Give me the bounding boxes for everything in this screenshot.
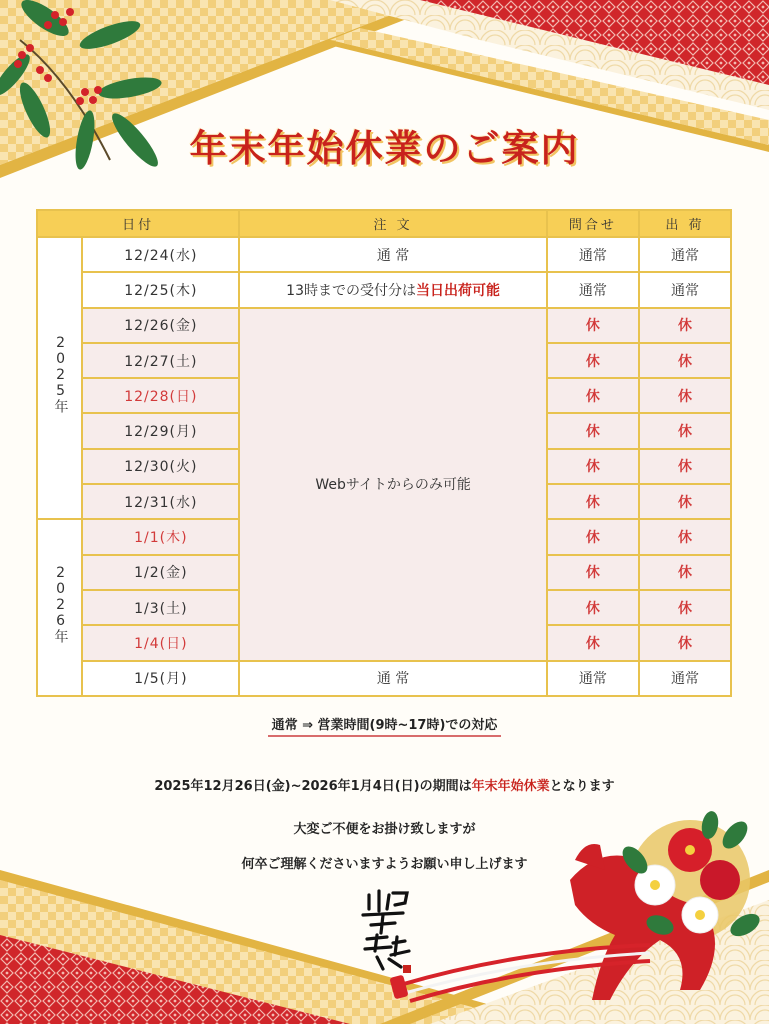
shipping-cell: 休 [639,343,731,378]
header-order: 注 文 [239,210,547,237]
date-cell: 12/31(水) [82,484,239,519]
web-only-cell: Webサイトからのみ可能 [239,308,547,661]
date-cell: 12/26(金) [82,308,239,343]
inquiry-cell: 通常 [547,237,639,272]
shipping-cell: 休 [639,555,731,590]
request-message: 何卒ご理解くださいますようお願い申し上げます [241,857,528,872]
closure-period-message [0,775,769,794]
header-date: 日付 [37,210,239,237]
table-row [37,237,731,272]
year-label-2025 [37,237,82,519]
date-cell: 12/27(土) [82,343,239,378]
shipping-cell: 休 [639,308,731,343]
date-cell: 1/4(日) [82,625,239,660]
date-cell: 1/5(月) [82,661,239,696]
date-cell: 1/1(木) [82,519,239,554]
closure-period-prefix: 2025年12月26日(金)~2026年1月4日(日)の期間は [154,779,472,794]
order-cell: 通 常 [239,237,547,272]
table-header-row [37,210,731,237]
inquiry-cell: 休 [547,413,639,448]
business-hours-text: 通常 ⇒ 営業時間(9時~17時)での対応 [268,718,502,737]
date-cell: 12/28(日) [82,378,239,413]
inquiry-cell: 休 [547,343,639,378]
table-row [37,661,731,696]
shipping-cell: 休 [639,378,731,413]
inquiry-cell: 休 [547,484,639,519]
order-prefix: 13時までの受付分は [286,282,416,299]
date-cell: 12/30(火) [82,449,239,484]
shipping-cell: 休 [639,484,731,519]
inquiry-cell: 通常 [547,661,639,696]
page-title: 年末年始休業のご案内 [189,127,580,170]
inquiry-cell: 休 [547,378,639,413]
year-2026-text: 2026年 [52,564,69,643]
shipping-cell: 休 [639,449,731,484]
year-label-2026 [37,519,82,695]
date-cell: 12/25(木) [82,272,239,307]
apology-message: 大変ご不便をお掛け致しますが [293,822,476,837]
inquiry-cell: 休 [547,519,639,554]
shipping-cell: 休 [639,413,731,448]
date-cell: 1/2(金) [82,555,239,590]
shipping-cell: 通常 [639,661,731,696]
shipping-cell: 休 [639,590,731,625]
shipping-cell: 通常 [639,272,731,307]
table-row [37,308,731,343]
year-2025-text: 2025年 [52,335,69,414]
business-hours-note [0,714,769,733]
brand-logo-icon [357,885,415,975]
date-cell: 1/3(土) [82,590,239,625]
inquiry-cell: 休 [547,555,639,590]
inquiry-cell: 休 [547,625,639,660]
closure-highlight: 年末年始休業 [471,779,550,794]
same-day-shipping-highlight: 当日出荷可能 [416,282,500,299]
shipping-cell: 通常 [639,237,731,272]
order-cell [239,272,547,307]
inquiry-cell: 休 [547,590,639,625]
inquiry-cell: 休 [547,308,639,343]
date-cell: 12/24(水) [82,237,239,272]
header-inquiry: 問合せ [547,210,639,237]
inquiry-cell: 通常 [547,272,639,307]
inquiry-cell: 休 [547,449,639,484]
shipping-cell: 休 [639,519,731,554]
shipping-cell: 休 [639,625,731,660]
holiday-schedule-table [36,209,732,697]
table-row [37,272,731,307]
closure-period-suffix: となります [549,779,615,794]
date-cell: 12/29(月) [82,413,239,448]
header-shipping: 出 荷 [639,210,731,237]
order-cell: 通 常 [239,661,547,696]
